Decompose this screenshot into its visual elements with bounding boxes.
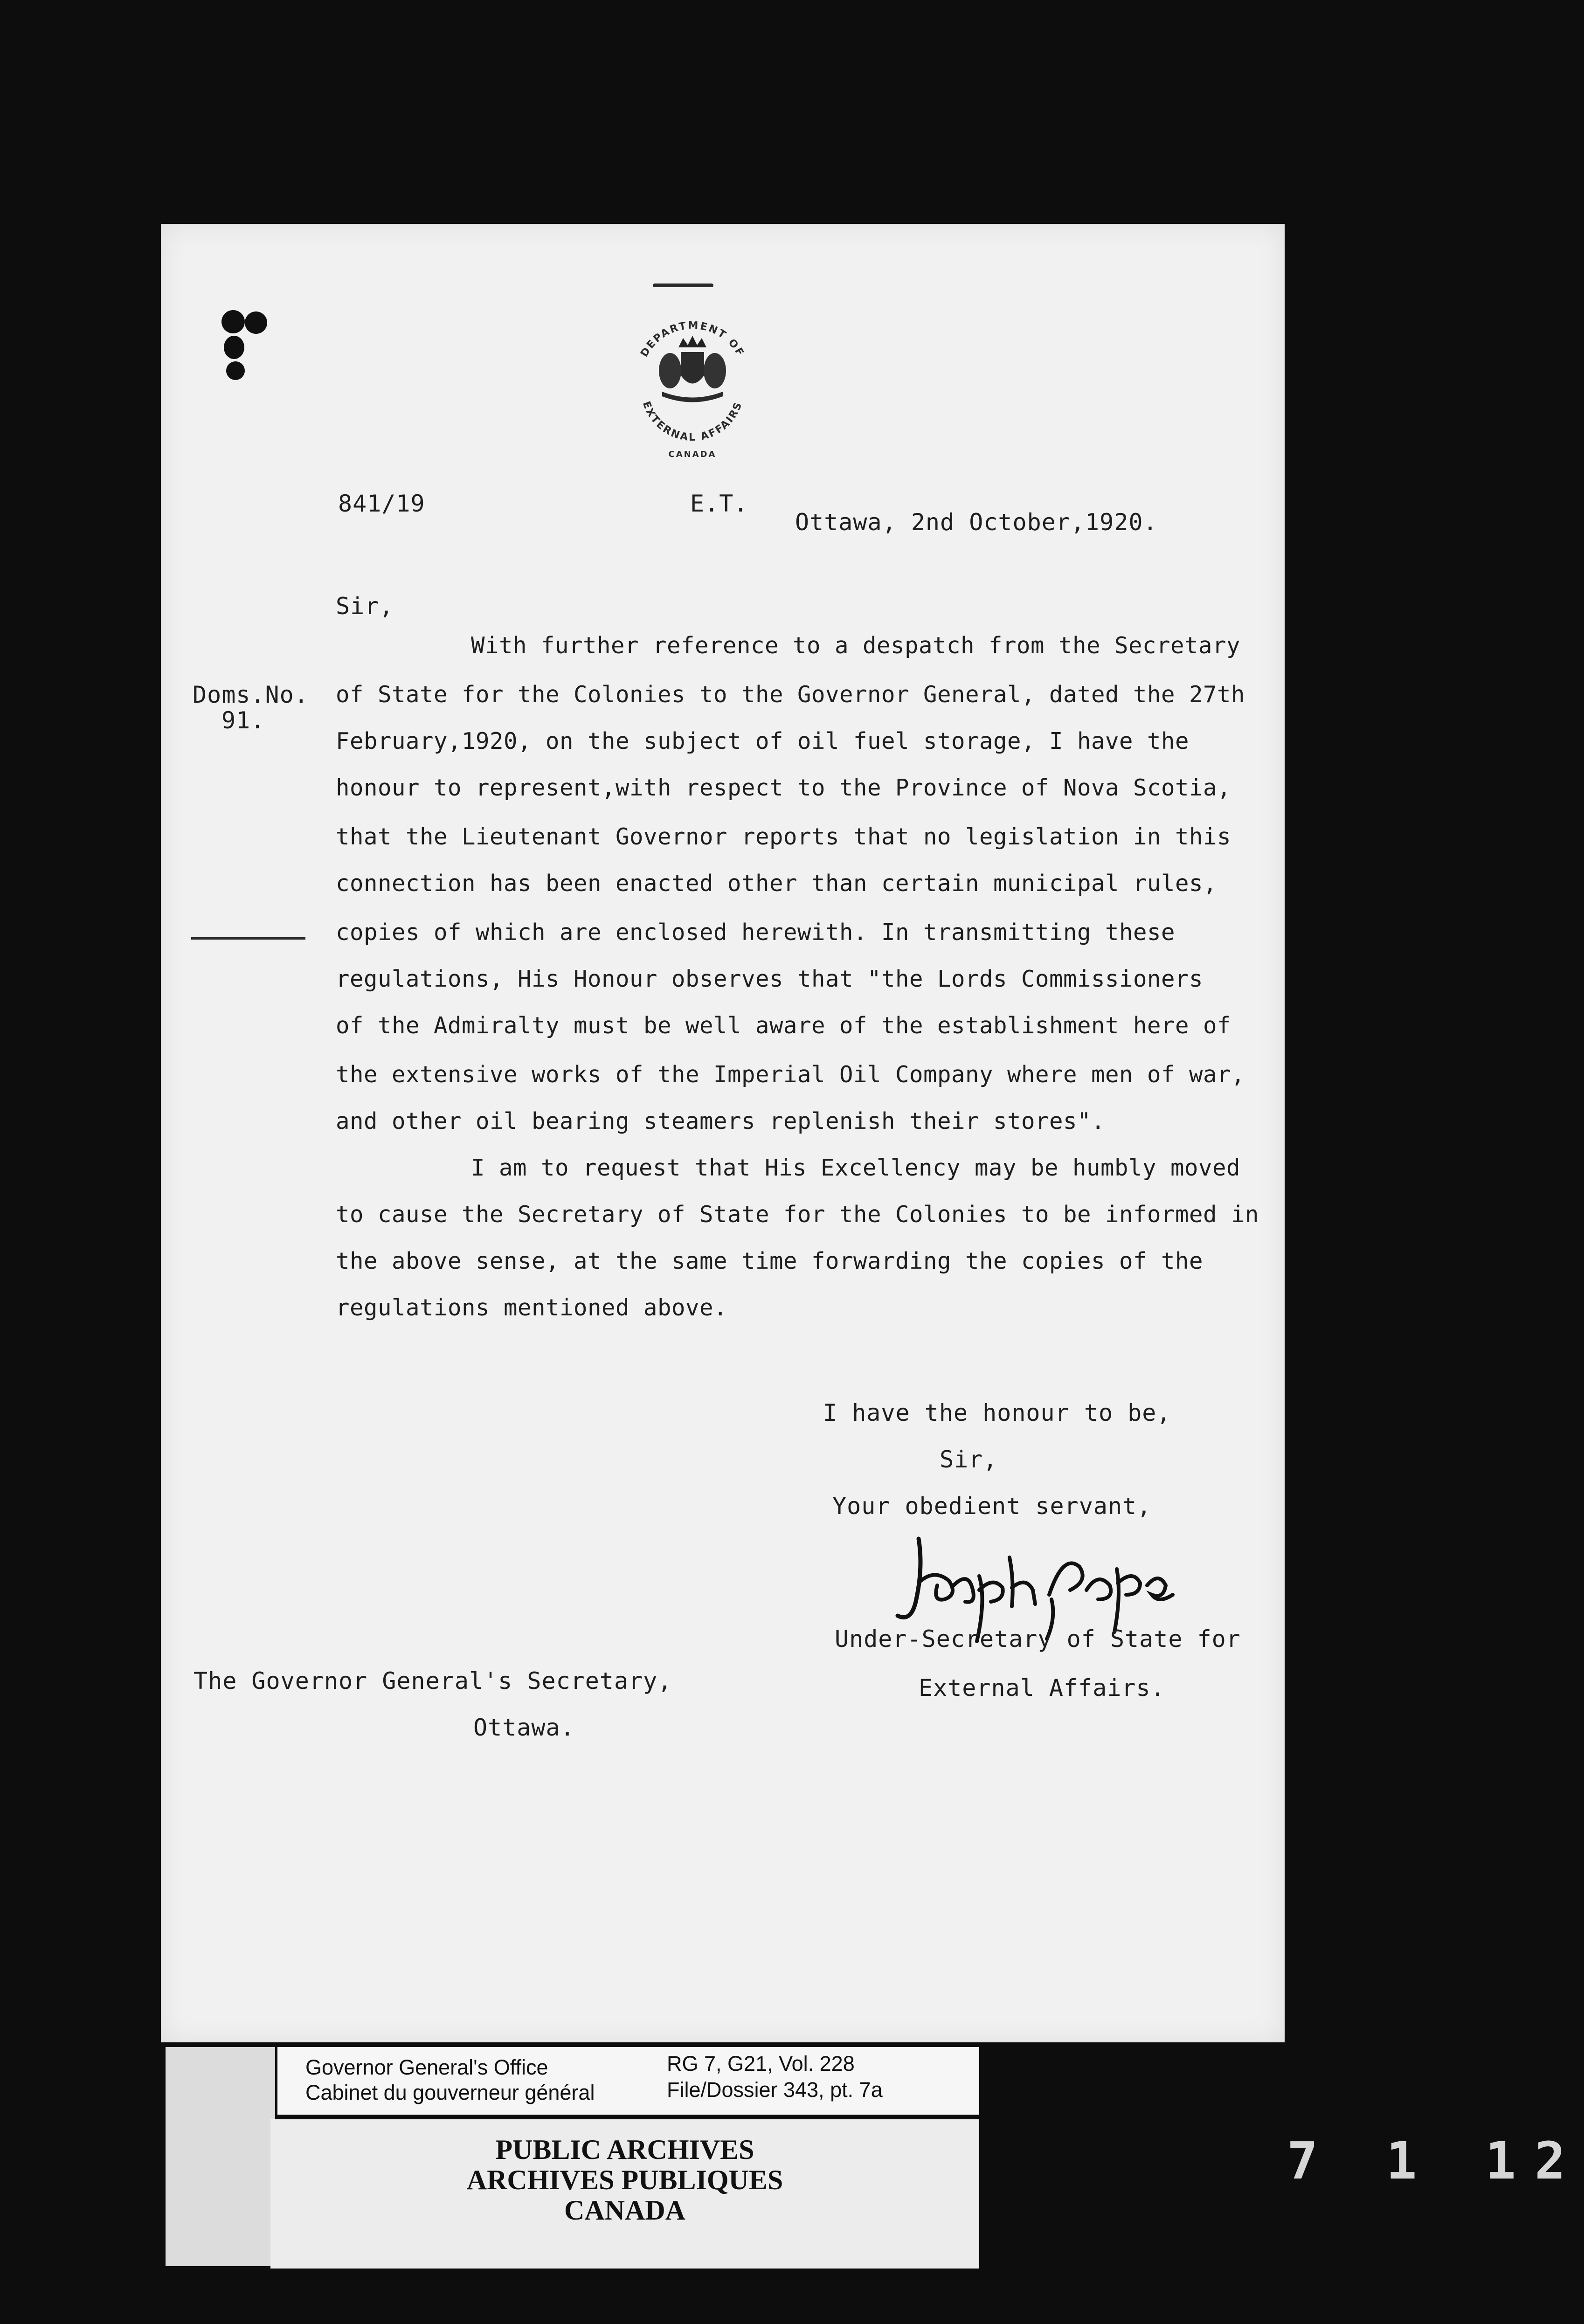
archives-name-fr: ARCHIVES PUBLIQUES — [466, 2165, 783, 2195]
margin-rule — [191, 937, 305, 940]
body-line: the extensive works of the Imperial Oil Company where men of war, — [336, 1061, 1245, 1088]
body-line: of the Admiralty must be well aware of the establishment here of — [336, 1012, 1231, 1039]
body-line: of State for the Colonies to the Governor General, dated the 27th — [336, 681, 1245, 708]
closing-servant: Your obedient servant, — [832, 1493, 1152, 1520]
crest-text-country: CANADA — [668, 450, 717, 459]
body-line: regulations, His Honour observes that "the Lords Commissioners — [336, 966, 1204, 992]
punch-hole — [221, 310, 245, 333]
signer-title: Under-Secretary of State for — [835, 1625, 1241, 1653]
archives-country: CANADA — [564, 2195, 685, 2226]
body-line: With further reference to a despatch from the Secretary — [471, 632, 1241, 659]
punch-hole — [226, 361, 245, 380]
initials: E.T. — [690, 490, 748, 517]
department-crest-icon — [623, 310, 762, 469]
body-line: connection has been enacted other than certain municipal rules, — [336, 870, 1217, 897]
body-line: that the Lieutenant Governor reports that no legislation in this — [336, 823, 1231, 850]
addressee: The Governor General's Secretary, — [194, 1667, 672, 1695]
body-line: regulations mentioned above. — [336, 1294, 728, 1321]
body-line: the above sense, at the same time forwarding the copies of the — [336, 1248, 1204, 1274]
crest-text-lower: EXTERNAL AFFAIRS — [640, 400, 745, 444]
punch-hole — [245, 311, 267, 334]
file-number: 841/19 — [338, 490, 425, 517]
crest-text-upper: DEPARTMENT OF — [638, 319, 747, 360]
margin-reference-number: 91. — [221, 707, 265, 734]
place-date: Ottawa, 2nd October,1920. — [795, 509, 1158, 536]
salutation: Sir, — [336, 593, 394, 620]
archives-name-en: PUBLIC ARCHIVES — [495, 2134, 754, 2165]
record-group: RG 7, G21, Vol. 228 — [667, 2052, 855, 2075]
office-name-en: Governor General's Office — [305, 2055, 548, 2079]
body-line: I am to request that His Excellency may be humbly moved — [471, 1155, 1241, 1181]
body-line: copies of which are enclosed herewith. In transmitting these — [336, 919, 1176, 946]
closing-sir: Sir, — [940, 1446, 998, 1473]
closing-line: I have the honour to be, — [823, 1399, 1171, 1426]
signer-department: External Affairs. — [919, 1674, 1165, 1702]
body-line: February,1920, on the subject of oil fuel storage, I have the — [336, 728, 1190, 754]
svg-text:EXTERNAL AFFAIRS — [640, 400, 745, 443]
office-name-fr: Cabinet du gouverneur général — [305, 2081, 595, 2104]
archive-reference-label — [277, 2047, 979, 2115]
frame-number: 7 1 12 — [1287, 2131, 1584, 2191]
body-line: to cause the Secretary of State for the Colonies to be informed in — [336, 1201, 1259, 1228]
public-archives-label — [270, 2119, 979, 2269]
label-side-strip — [166, 2047, 275, 2266]
top-mark — [653, 284, 713, 287]
body-line: honour to represent,with respect to the Province of Nova Scotia, — [336, 775, 1231, 801]
body-line: and other oil bearing steamers replenish their stores". — [336, 1108, 1106, 1134]
punch-hole — [224, 336, 244, 359]
addressee-city: Ottawa. — [473, 1714, 575, 1741]
file-dossier: File/Dossier 343, pt. 7a — [667, 2078, 883, 2102]
margin-reference: Doms.No. — [193, 681, 309, 708]
letter-sheet — [161, 224, 1285, 2042]
